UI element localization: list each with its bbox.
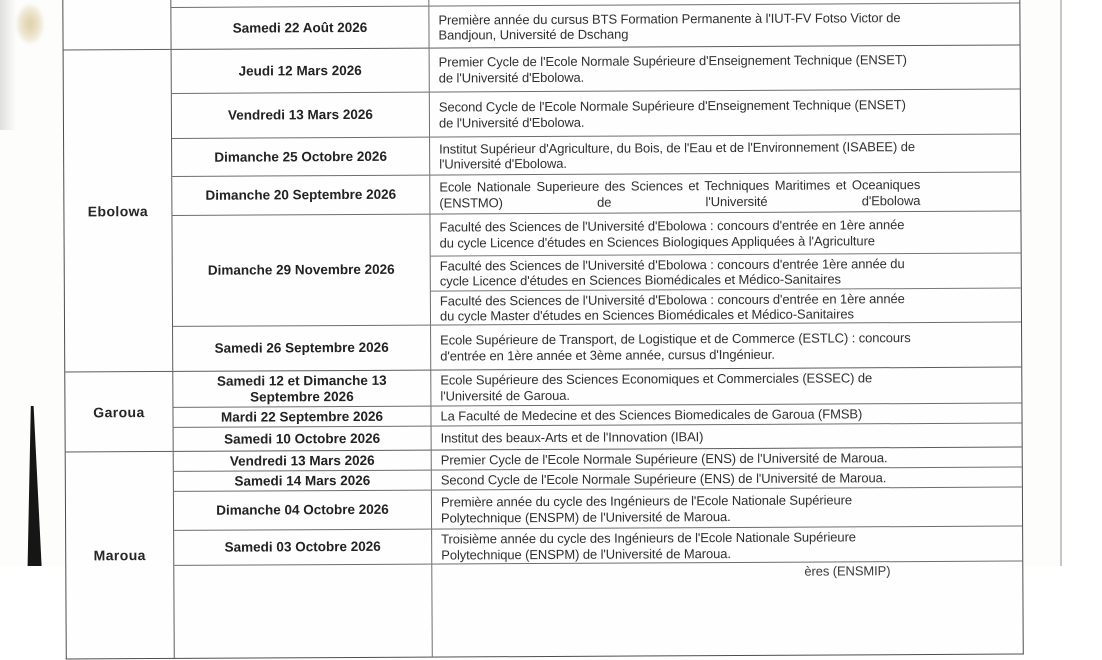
calendar-table-wrapper xyxy=(62,0,1023,660)
table-row xyxy=(173,321,1021,370)
table-row xyxy=(174,560,1022,657)
cutoff-text-fragment-bottom: ères (ENSMIP) xyxy=(804,563,891,579)
date-cell: Samedi 26 Septembre 2026 xyxy=(173,326,431,371)
scan-smudge-artifact xyxy=(16,4,44,44)
description-cell: Second Cycle de l'Ecole Normale Supérieure d'Enseignement Technique (ENSET) de l'Université d'Ebolowa. xyxy=(438,97,906,131)
table-row xyxy=(171,3,1019,49)
date-cell: Vendredi 13 Mars 2026 xyxy=(172,93,430,138)
date-cell: Samedi 14 Mars 2026 xyxy=(174,471,432,491)
description-cell: Second Cycle de l'Ecole Normale Supérieure (ENS) de l'Université de Maroua. xyxy=(440,470,887,488)
description-cell: Institut Supérieur d'Agriculture, du Bois, de l'Eau et de l'Environnement (ISABEE) de l'Université d'Ebolowa. xyxy=(439,138,916,172)
description-cell: Ecole Supérieure des Sciences Economiques et Commerciales (ESSEC) de l'Université de Garoua. xyxy=(440,370,873,404)
date-cell: Samedi 12 et Dimanche 13 Septembre 2026 xyxy=(173,371,431,407)
description-cell: Première année du cursus BTS Formation Permanente à l'IUT-FV Fotso Victor de Bandjoun, Université de Dschang xyxy=(438,9,901,43)
date-cell: Mardi 22 Septembre 2026 xyxy=(173,407,431,427)
table-section xyxy=(66,446,1023,658)
description-cell: Faculté des Sciences de l'Université d'Ebolowa : concours d'entrée en 1ère année du cycle Master d'études en Sciences Biomédicales et Médico-Sanitaires xyxy=(431,287,1021,325)
description-cell: Institut des beaux-Arts et de l'Innovation (IBAI) xyxy=(440,429,704,446)
table-row xyxy=(173,367,1021,406)
description-cell: Ecole Supérieure de Transport, de Logistique et de Commerce (ESTLC) : concours d'entrée en 1ère année et 3ème année, cursus d'Ingénieur. xyxy=(440,330,911,364)
date-cell: Samedi 22 Août 2026 xyxy=(171,7,429,49)
date-cell xyxy=(174,565,432,658)
date-cell: Samedi 03 Octobre 2026 xyxy=(174,530,432,565)
description-cell: Premier Cycle de l'Ecole Normale Supérieure (ENS) de l'Université de Maroua. xyxy=(440,449,888,468)
description-cell: Faculté des Sciences de l'Université d'Ebolowa : concours d'entrée 1ère année du cycle Licence d'études en Sciences Biomédicales et Médico-Sanitaires xyxy=(431,252,1021,290)
table-section xyxy=(63,0,1019,50)
table-section xyxy=(64,45,1022,372)
table-row xyxy=(172,210,1021,325)
city-cell: Ebolowa xyxy=(64,50,174,372)
page-edge-line xyxy=(1060,0,1062,566)
description-cell: La Faculté de Medecine et des Sciences Biomedicales de Garoua (FMSB) xyxy=(440,406,863,424)
date-cell: Dimanche 29 Novembre 2026 xyxy=(172,215,431,326)
description-cell: Première année du cycle des Ingénieurs de l'Ecole Nationale Supérieure Polytechnique (ENSPM) de l'Université de Maroua. xyxy=(440,492,853,526)
city-cell: Garoua xyxy=(65,372,173,452)
table-row xyxy=(174,422,1022,450)
scan-edge-artifact-bar xyxy=(24,406,44,566)
date-cell: Samedi 10 Octobre 2026 xyxy=(174,427,432,451)
table-section xyxy=(65,366,1021,451)
description-cell: Ecole Nationale Superieure des Sciences et Techniques Maritimes et Oceaniques (ENSTMO) de l'Université d'Ebolowa xyxy=(439,177,921,211)
date-cell: Vendredi 13 Mars 2026 xyxy=(174,451,432,471)
table-row xyxy=(172,89,1020,138)
date-cell: Dimanche 20 Septembre 2026 xyxy=(172,176,430,215)
table-row xyxy=(172,46,1020,93)
table-row xyxy=(172,171,1020,214)
table-row xyxy=(172,133,1020,175)
date-cell: Dimanche 04 Octobre 2026 xyxy=(174,491,432,530)
scan-corner-shadow xyxy=(0,0,16,130)
calendar-table xyxy=(62,0,1023,660)
table-row xyxy=(174,525,1022,564)
description-cell: Premier Cycle de l'Ecole Normale Supérieure d'Enseignement Technique (ENSET) de l'Université d'Ebolowa. xyxy=(438,52,907,86)
city-cell xyxy=(63,0,171,50)
date-cell: Dimanche 25 Octobre 2026 xyxy=(172,138,430,176)
description-cell: Faculté des Sciences de l'Université d'Ebolowa : concours d'entrée en 1ère année du cycle Licence d'études en Sciences Biologiques Appliquées à l'Agriculture xyxy=(439,217,905,251)
city-cell: Maroua xyxy=(66,452,175,659)
date-cell: Jeudi 12 Mars 2026 xyxy=(172,49,430,93)
description-cell: Troisième année du cycle des Ingénieurs de l'Ecole Nationale Supérieure Polytechnique (ENSPM) de l'Université de Maroua. xyxy=(441,529,856,563)
table-row xyxy=(174,486,1022,529)
